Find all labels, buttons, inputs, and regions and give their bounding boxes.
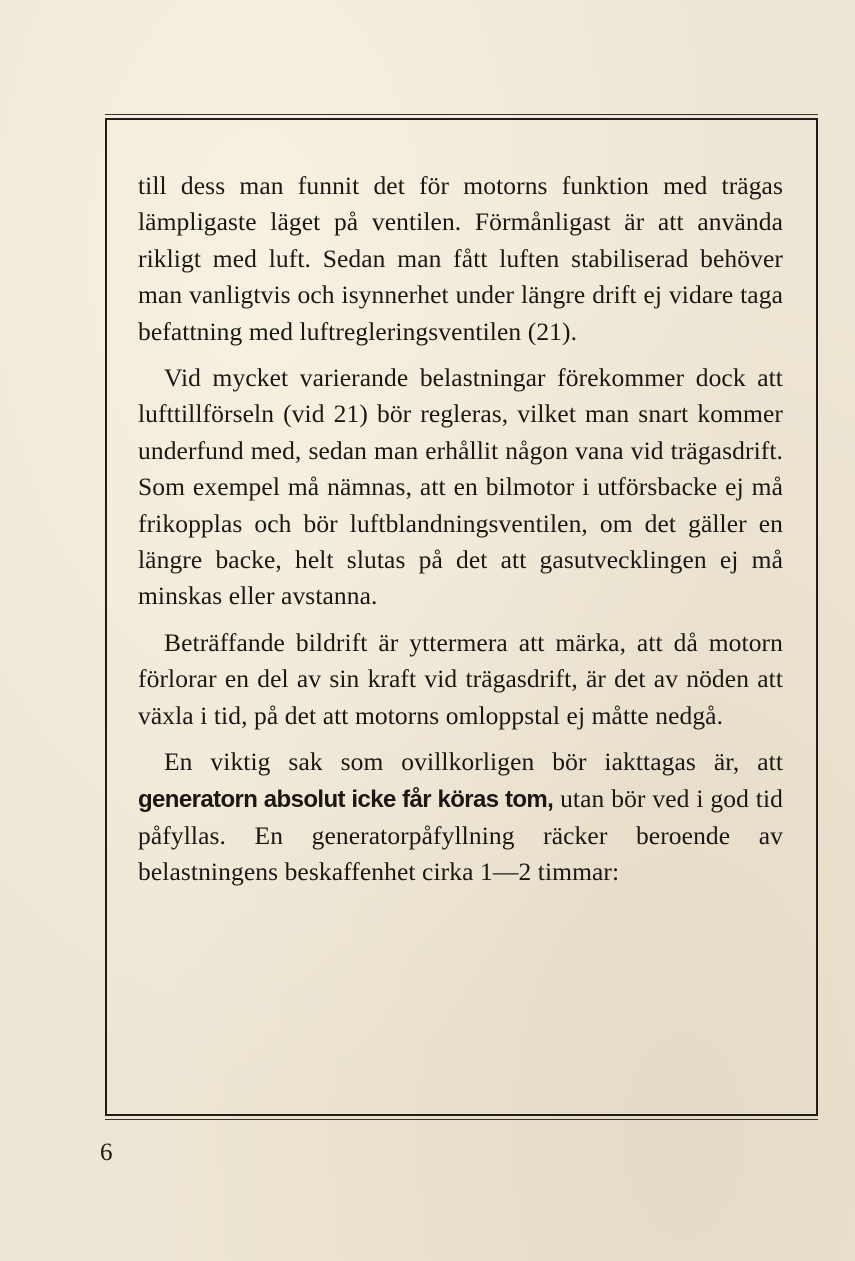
paragraph-4-end: utan bör ved i god tid påfyllas. En generatorpåfyllning räcker beroende av belastningens beskaffenhet cirka 1—2 timmar: [138,783,783,887]
page-number: 6 [100,1139,113,1166]
paragraph-2: Vid mycket varierande belastningar förekommer dock att lufttillförseln (vid 21) bör regleras, vilket man snart kommer underfund med, sedan man erhållit någon vana vid trägasdrift. Som exempel må nämnas, att en bilmotor i utförsbacke ej må frikopplas och bör luftblandningsventilen, om det gäller en längre backe, helt slutas på det att gasutvecklingen ej må minskas eller avstanna. [138,363,783,611]
top-rule [105,114,818,115]
paragraph-1: till dess man funnit det för motorns funktion med trägas lämpligaste läget på ventilen. Förmånligast är att använda rikligt med luft. Sedan man fått luften stabiliserad behöver man vanligtvis och isynnerhet under längre drift ej vidare taga befattning med luftregleringsventilen (21). [138,171,783,346]
bottom-rule [105,1119,818,1120]
emphasized-warning: generatorn absolut icke får köras tom, [138,785,554,813]
paragraph-4-start: En viktig sak som ovillkorligen bör iakttagas är, att [164,747,783,777]
paragraph-4 [138,744,783,891]
paragraph-3: Beträffande bildrift är yttermera att märka, att då motorn förlorar en del av sin kraft vid trägasdrift, är det av nöden att växla i tid, på det att motorns omloppstal ej måtte nedgå. [138,627,783,730]
body-text [138,168,783,891]
